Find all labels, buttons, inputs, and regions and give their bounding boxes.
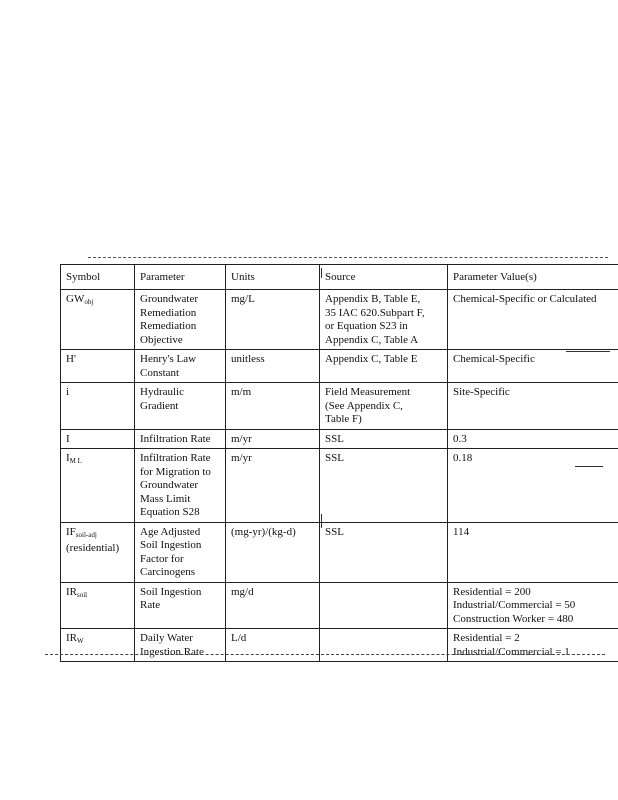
parameter-cell	[135, 290, 226, 350]
symbol-cell	[61, 522, 135, 582]
symbol-note: (residential)	[66, 542, 120, 554]
parameter-cell-line: Mass Limit	[140, 492, 191, 505]
symbol-main: GW	[66, 293, 85, 305]
value-cell-line: Residential = 2	[453, 632, 520, 644]
parameter-cell-line: Gradient	[140, 399, 179, 412]
header-parameter: Parameter	[135, 265, 226, 290]
source-cell	[320, 449, 448, 523]
scan-artifact-line	[566, 351, 610, 352]
source-cell-line: 35 IAC 620.Subpart F,	[325, 306, 425, 319]
parameter-cell	[135, 629, 226, 662]
source-cell-line: SSL	[325, 432, 344, 445]
header-dashed-rule	[88, 257, 608, 258]
parameter-cell-line: Objective	[140, 333, 183, 346]
value-cell-line: Chemical-Specific or Calculated	[453, 293, 597, 305]
parameter-cell-line: Infiltration Rate	[140, 452, 211, 464]
table-row	[61, 449, 618, 523]
source-cell	[320, 629, 448, 662]
value-cell	[448, 350, 618, 383]
value-cell-line: 0.18	[453, 452, 473, 464]
source-cell	[320, 290, 448, 350]
symbol-main: I	[66, 432, 70, 445]
units-cell: m/m	[226, 383, 320, 430]
table-row	[61, 383, 618, 430]
parameter-cell	[135, 350, 226, 383]
header-source: Source	[320, 265, 448, 290]
value-cell-line: Chemical-Specific	[453, 353, 535, 365]
source-cell-line: SSL	[325, 452, 344, 464]
parameter-cell-line: Age Adjusted	[140, 525, 201, 538]
symbol-cell	[61, 429, 135, 449]
parameter-cell-line: Soil Ingestion	[140, 585, 202, 598]
value-cell	[448, 290, 618, 350]
units-cell: mg/L	[226, 290, 320, 350]
source-cell-line: Appendix B, Table E,	[325, 293, 421, 305]
units-cell: m/yr	[226, 429, 320, 449]
header-symbol: Symbol	[61, 265, 135, 290]
parameter-cell-line: Henry's Law	[140, 353, 197, 365]
parameter-cell-line: Groundwater	[140, 479, 199, 491]
parameter-cell-line: for Migration to	[140, 465, 211, 478]
parameter-cell	[135, 429, 226, 449]
parameter-cell	[135, 522, 226, 582]
table-row	[61, 350, 618, 383]
symbol-subscript: soil	[77, 590, 88, 599]
table-row	[61, 522, 618, 582]
source-cell-line: (See Appendix C,	[325, 399, 403, 412]
symbol-cell	[61, 582, 135, 629]
source-cell	[320, 582, 448, 629]
symbol-subscript: M L	[69, 457, 82, 465]
value-cell	[448, 449, 618, 523]
symbol-main: H'	[66, 353, 76, 365]
header-parameter-values: Parameter Value(s)	[448, 265, 618, 290]
parameter-cell-line: Soil Ingestion	[140, 539, 202, 551]
source-cell-line: SSL	[325, 525, 344, 538]
parameter-cell	[135, 383, 226, 430]
units-cell: m/yr	[226, 449, 320, 523]
value-cell	[448, 522, 618, 582]
source-cell-line: Appendix C, Table E	[325, 353, 418, 365]
parameter-cell-line: Carcinogens	[140, 566, 195, 578]
units-cell: mg/d	[226, 582, 320, 629]
symbol-main: IR	[66, 632, 77, 644]
parameter-cell-line: Remediation	[140, 320, 197, 332]
parameter-cell-line: Groundwater	[140, 293, 199, 305]
table-row	[61, 629, 618, 662]
value-cell-line: Site-Specific	[453, 386, 510, 398]
source-cell	[320, 350, 448, 383]
header-units: Units	[226, 265, 320, 290]
scan-artifact-line	[575, 466, 603, 467]
symbol-subscript: soil-adj	[75, 530, 97, 539]
parameter-cell-line: Infiltration Rate	[140, 432, 211, 445]
value-cell-line: Construction Worker = 480	[453, 612, 574, 625]
parameter-cell-line: Equation S28	[140, 506, 200, 518]
parameter-cell-line: Ingestion Rate	[140, 645, 204, 658]
source-cell	[320, 383, 448, 430]
parameter-cell-line: Rate	[140, 599, 161, 611]
value-cell-line: Residential = 200	[453, 585, 531, 598]
symbol-cell	[61, 383, 135, 430]
source-cell	[320, 522, 448, 582]
symbol-subscript: W	[77, 637, 84, 645]
value-cell-line: 0.3	[453, 432, 467, 445]
symbol-main: I	[66, 452, 70, 464]
value-cell	[448, 629, 618, 662]
source-cell-line: or Equation S23 in	[325, 320, 408, 332]
table-row	[61, 429, 618, 449]
symbol-cell	[61, 629, 135, 662]
parameter-table	[60, 264, 618, 662]
source-cell-line: Field Measurement	[325, 386, 411, 398]
parameter-cell-line: Daily Water	[140, 632, 193, 644]
value-cell-line: Industrial/Commercial = 50	[453, 599, 576, 611]
symbol-subscript: obj	[84, 298, 94, 306]
symbol-main: i	[66, 386, 70, 398]
symbol-main: IR	[66, 585, 77, 598]
source-cell-line: Table F)	[325, 413, 362, 425]
value-cell-line: Industrial/Commercial = 1	[453, 645, 570, 658]
parameter-cell-line: Hydraulic	[140, 386, 184, 398]
value-cell	[448, 429, 618, 449]
scan-artifact-dashed-line	[45, 654, 605, 655]
source-cell-line: Appendix C, Table A	[325, 333, 419, 346]
parameter-cell	[135, 449, 226, 523]
table-header-row	[61, 265, 618, 290]
symbol-main: IF	[66, 525, 76, 538]
scan-artifact-tick	[321, 268, 322, 278]
parameter-cell-line: Constant	[140, 366, 180, 379]
table-row	[61, 582, 618, 629]
symbol-cell	[61, 449, 135, 523]
table-row	[61, 290, 618, 350]
parameter-cell	[135, 582, 226, 629]
value-cell	[448, 582, 618, 629]
units-cell: L/d	[226, 629, 320, 662]
units-cell: (mg-yr)/(kg-d)	[226, 522, 320, 582]
symbol-cell	[61, 350, 135, 383]
source-cell	[320, 429, 448, 449]
parameter-cell-line: Factor for	[140, 552, 184, 565]
scan-artifact-tick	[321, 514, 322, 528]
value-cell-line: 114	[453, 525, 470, 538]
units-cell: unitless	[226, 350, 320, 383]
value-cell	[448, 383, 618, 430]
symbol-cell	[61, 290, 135, 350]
parameter-cell-line: Remediation	[140, 306, 197, 319]
